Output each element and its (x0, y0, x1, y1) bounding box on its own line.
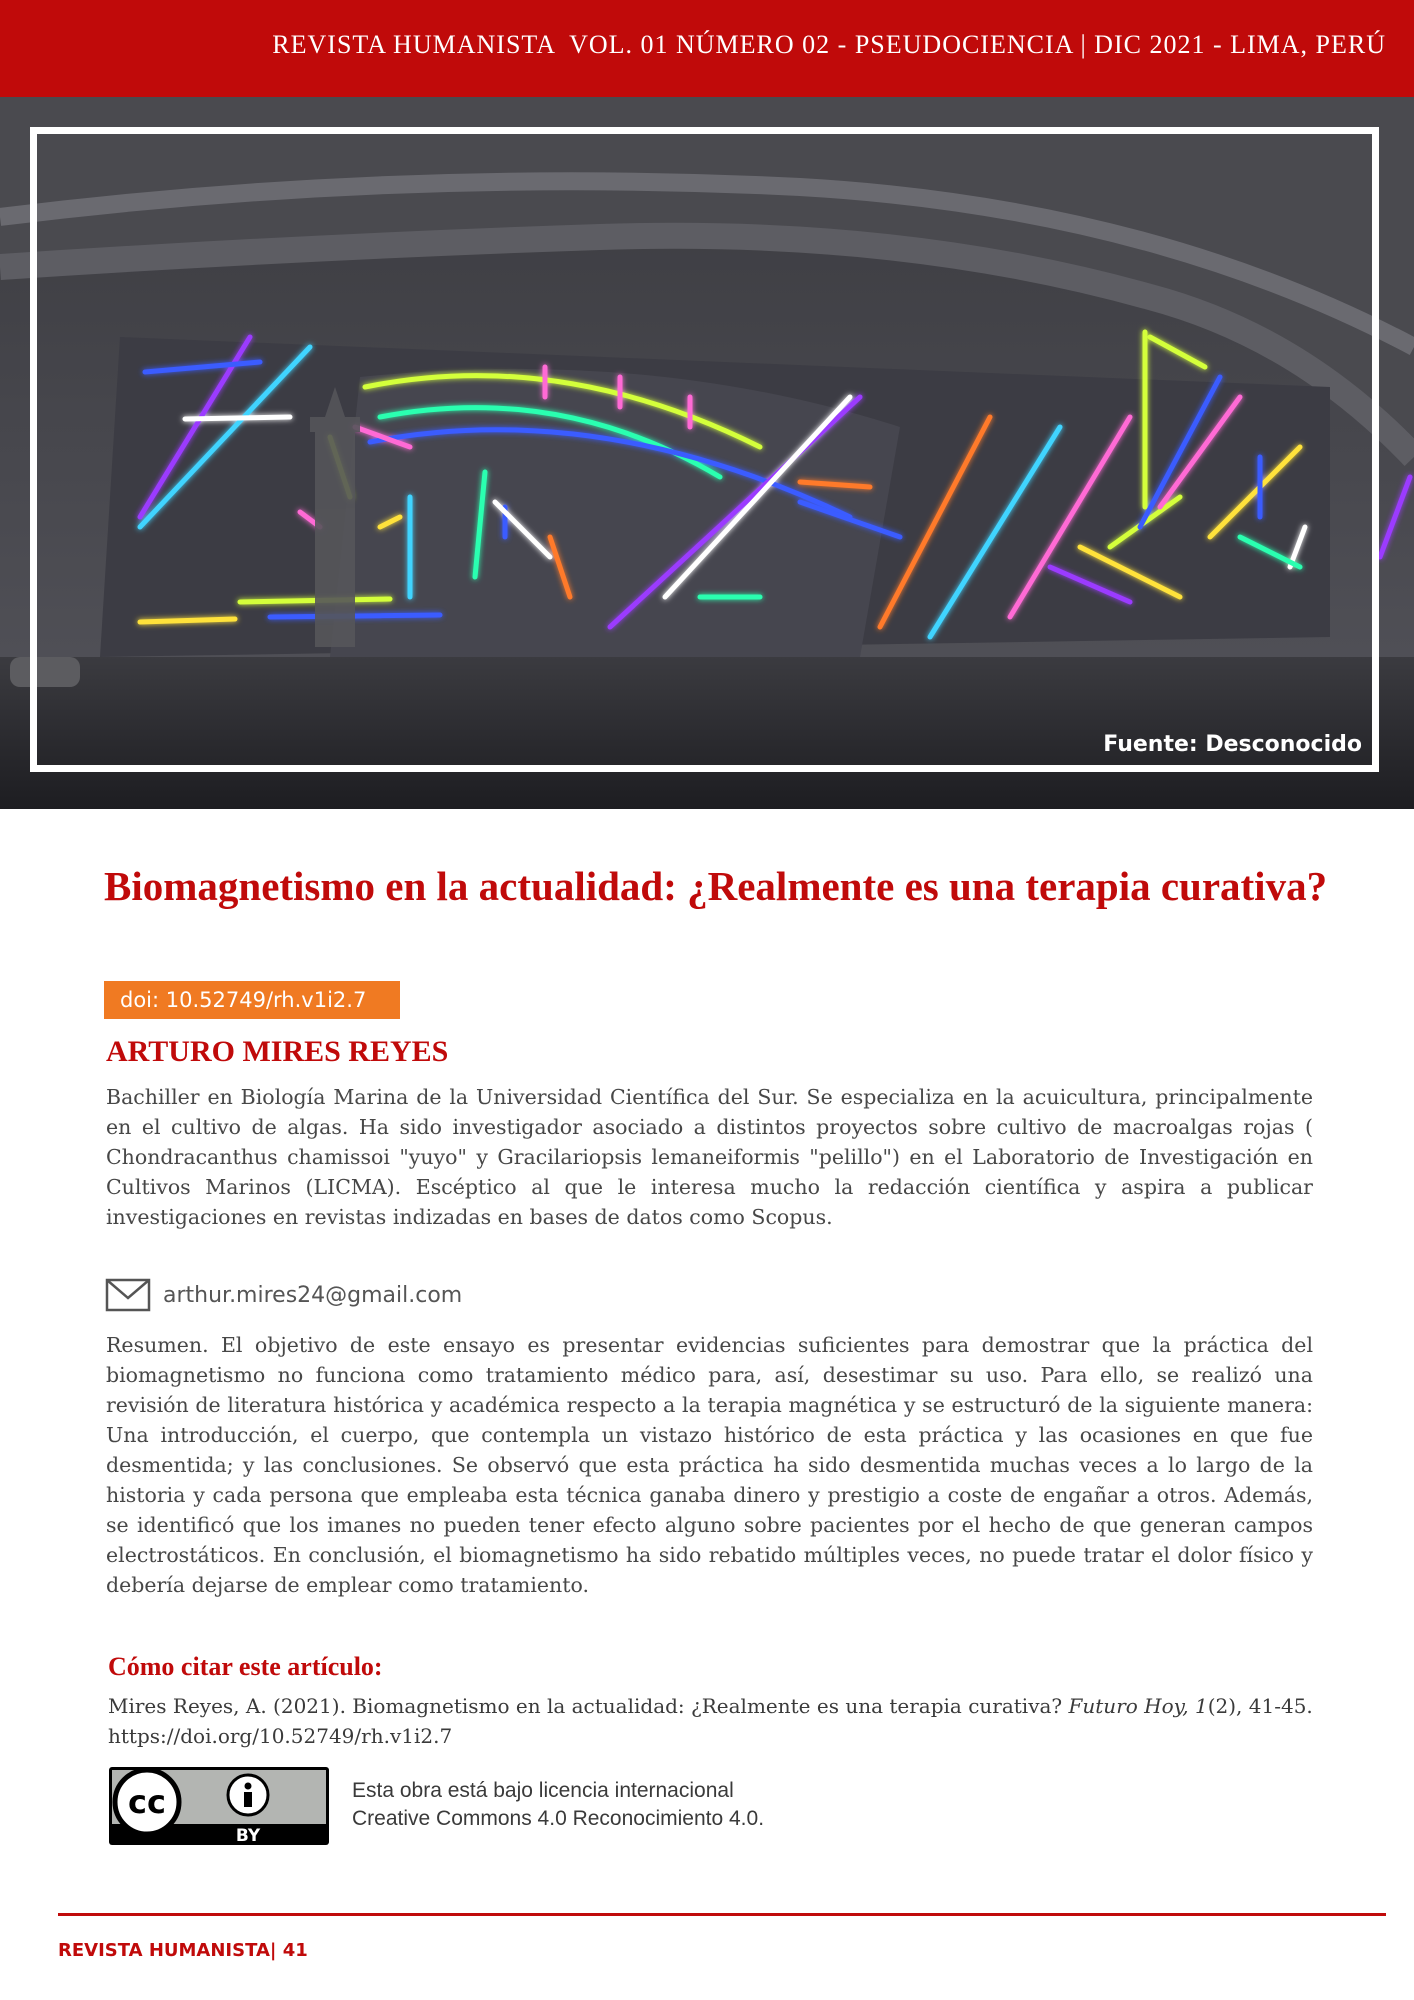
cc-by-license-badge[interactable] (108, 1766, 330, 1846)
footer-divider (58, 1913, 1386, 1916)
svg-text:cc: cc (128, 1783, 166, 1821)
email-link[interactable]: arthur.mires24@gmail.com (163, 1282, 463, 1308)
image-source-caption: Fuente: Desconocido (1103, 732, 1362, 757)
citation-issue: (2), (1207, 1694, 1243, 1718)
article-title: Biomagnetismo en la actualidad: ¿Realmente es una terapia curativa? (104, 863, 1328, 909)
citation-rest[interactable]: 41-45. https://doi.org/10.52749/rh.v1i2.7 (108, 1694, 1313, 1748)
hero-image (0, 97, 1414, 809)
citation-prefix: Mires Reyes, A. (2021). Biomagnetismo en la actualidad: ¿Realmente es una terapia curativa? (108, 1694, 1069, 1718)
journal-header-text: REVISTA HUMANISTA VOL. 01 NÚMERO 02 - PSEUDOCIENCIA | DIC 2021 - LIMA, PERÚ (272, 30, 1386, 59)
header-bar (0, 0, 1414, 97)
license-text (352, 1777, 764, 1833)
citation-text (108, 1691, 1318, 1751)
author-bio: Bachiller en Biología Marina de la Universidad Científica del Sur. Se especializa en la acuicultura, principalmente en el cultivo de algas. Ha sido investigador asociado a distintos proyectos sobre cultivo de macroalgas rojas ( Chondracanthus chamissoi "yuyo" y Gracilariopsis lemaneiformis "pelillo") en el Laboratorio de Investigación en Cultivos Marinos (LICMA). Escéptico al que le interesa mucho la redacción científica y aspira a publicar investigaciones en revistas indizadas en bases de datos como Scopus. (106, 1085, 1313, 1229)
author-name: ARTURO MIRES REYES (106, 1035, 449, 1068)
abstract: Resumen. El objetivo de este ensayo es presentar evidencias suficientes para demostrar que la práctica del biomagnetismo no funciona como tratamiento médico para, así, desestimar su uso. Para ello, se realizó una revisión de literatura histórica y académica respecto a la terapia magnética y se estructuró de la siguiente manera: Una introducción, el cuerpo, que contempla un vistazo histórico de esta práctica y las ocasiones en que fue desmentida; y las conclusiones. Se observó que esta práctica ha sido desmentida muchas veces a lo largo de la historia y cada persona que empleaba esta técnica ganaba dinero y prestigio a coste de engañar a otros. Además, se identificó que los imanes no pueden tener efecto alguno sobre pacientes por el hecho de que generan campos electrostáticos. En conclusión, el biomagnetismo ha sido rebatido múltiples veces, no puede tratar el dolor físico y debería dejarse de emplear como tratamiento. (106, 1333, 1313, 1597)
doi-badge[interactable]: doi: 10.52749/rh.v1i2.7 (104, 981, 400, 1019)
envelope-icon (105, 1278, 151, 1312)
license-line-2: Creative Commons 4.0 Reconocimiento 4.0. (352, 1807, 765, 1830)
citation-heading: Cómo citar este artículo: (108, 1652, 383, 1681)
license-line-1: Esta obra está bajo licencia internacional (352, 1779, 734, 1802)
footer-page-label: REVISTA HUMANISTA| 41 (58, 1940, 308, 1961)
svg-text:BY: BY (235, 1826, 261, 1846)
hero-frame (30, 127, 1379, 772)
author-email[interactable] (105, 1275, 462, 1315)
citation-journal: Futuro Hoy, 1 (1068, 1694, 1208, 1718)
